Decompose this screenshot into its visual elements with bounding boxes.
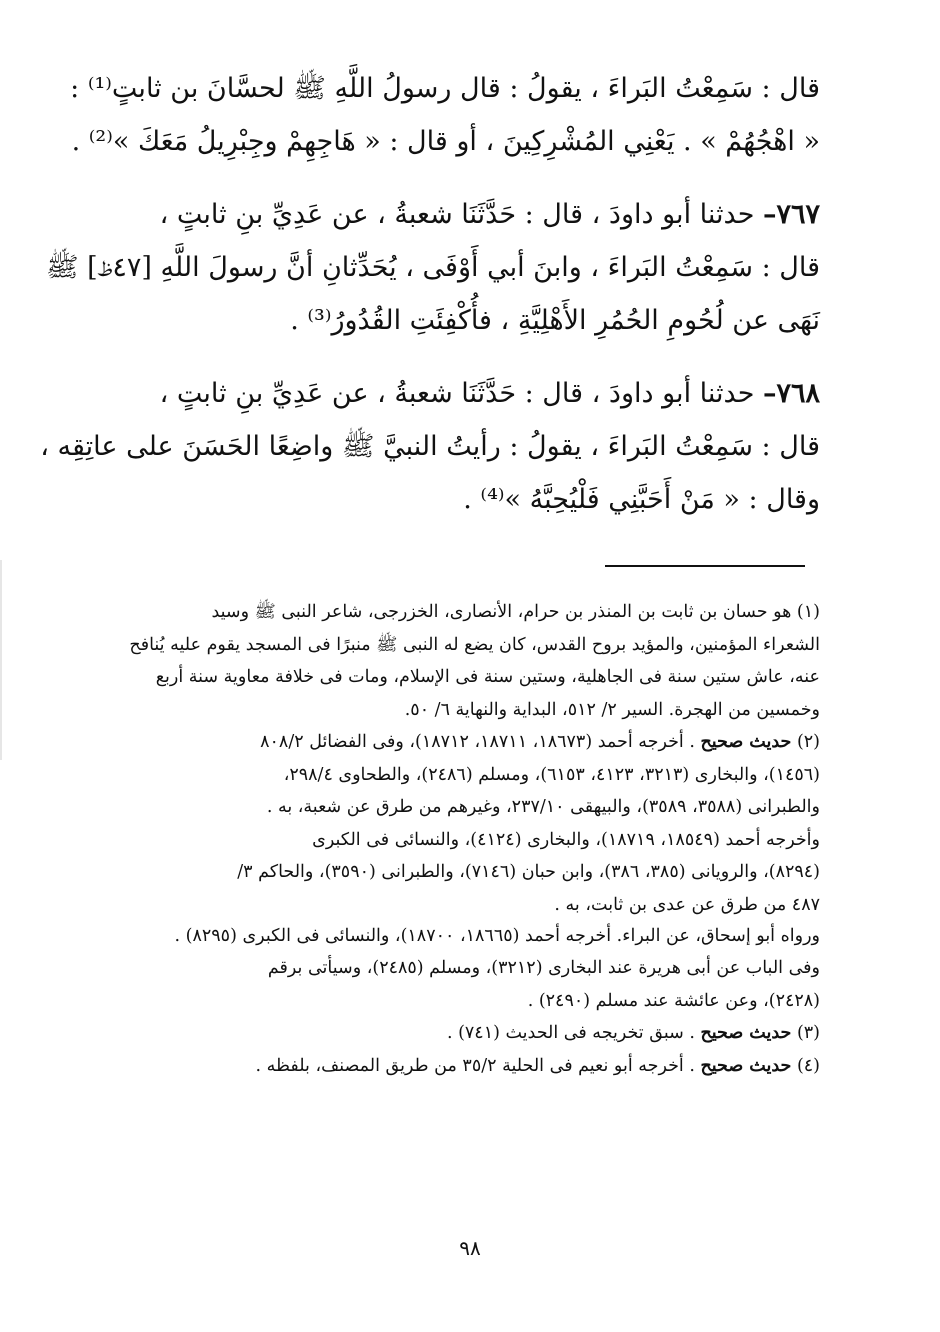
footnote-2-line: (٢٤٢٨)، وعن عائشة عند مسلم (٢٤٩٠) . — [527, 990, 820, 1011]
footnote-text: . سبق تخريجه فى الحديث (٧٤١) . — [446, 1023, 701, 1043]
footnote-label: (٣) — [791, 1023, 820, 1043]
footnote-2-line: (١٤٥٦)، والبخارى (٣٢١٣، ٤١٢٣، ٦١٥٣)، ومسلم (٢٤٨٦)، والطحاوى ٢٩٨/٤، — [283, 764, 820, 785]
text-line: وقال : « مَنْ أَحَبَّنِي فَلْيُحِبَّهُ »⁽⁴⁾ . — [463, 484, 820, 515]
hadith-number: ٧٦٧– — [762, 199, 820, 230]
footnote-label: (٤) — [791, 1055, 820, 1076]
grading-label: حديث صحيح — [700, 1055, 792, 1076]
text-line: قال : سَمِعْتُ البَراءَ ، يقولُ : قال رسولُ اللَّهِ ﷺ لحسَّانَ بن ثابتٍ⁽¹⁾ : — [70, 73, 820, 104]
footnotes — [98, 596, 820, 1082]
footnote-divider — [605, 565, 805, 567]
hadith-768-heading — [100, 367, 820, 420]
text-line: حدثنا أبو داودَ ، قال : حَدَّثَنَا شعبةُ ، عن عَدِيِّ بنِ ثابتٍ ، — [159, 378, 763, 409]
footnote-1-line: الشعراء المؤمنين، والمؤيد بروح القدس، كان يضع له النبى ﷺ منبرًا فى المسجد يقوم عليه يُنافح — [129, 634, 820, 655]
footnote-2-line: (٨٢٩٤)، والرويانى (٣٨٥، ٣٨٦)، وابن حبان (٧١٤٦)، والطبرانى (٣٥٩٠)، والحاكم ٣/ — [237, 862, 820, 882]
footnote-1-line: عنه، عاش ستين سنة فى الجاهلية، وستين سنة فى الإسلام، ومات فى خلافة معاوية سنة أربع — [155, 667, 820, 687]
scan-edge — [0, 560, 2, 760]
footnote-2-line: ورواه أبو إسحاق، عن البراء. أخرجه أحمد (١٨٦٦٥، ١٨٧٠٠)، والنسائى فى الكبرى (٨٢٩٥) . — [174, 926, 820, 946]
text-line: « اهْجُهُمْ » . يَعْنِي المُشْرِكِينَ ، أو قال : « هَاجِهِمْ وجِبْرِيلُ مَعَكَ »⁽²⁾ . — [71, 126, 820, 157]
footnote-3 — [98, 1017, 820, 1050]
footnote-label: (٢) — [791, 732, 820, 752]
grading-label: حديث صحيح — [700, 1023, 792, 1043]
text-line: نَهَى عن لُحُومِ الحُمُرِ الأَهْلِيَّةِ ، فأُكْفِئَتِ القُدُورُ⁽³⁾ . — [290, 305, 820, 336]
main-text — [40, 62, 820, 526]
footnote-text: . أخرجه أبو نعيم فى الحلية ٣٥/٢ من طريق المصنف، بلفظه . — [255, 1055, 701, 1076]
footnote-2-first-line — [98, 726, 820, 759]
grading-label: حديث صحيح — [700, 732, 792, 752]
footnote-2-line: وفى الباب عن أبى هريرة عند البخارى (٣٢١٢)، ومسلم (٢٤٨٥)، وسيأتى برقم — [267, 958, 820, 978]
text-line: قال : سَمِعْتُ البَراءَ ، يقولُ : رأيتُ النبيَّ ﷺ واضِعًا الحَسَنَ على عاتِقِه ، — [40, 431, 820, 462]
footnote-2-line: وأخرجه أحمد (١٨٥٤٩، ١٨٧١٩)، والبخارى (٤١٢٤)، والنسائى فى الكبرى — [312, 829, 820, 850]
footnote-2-line: والطبرانى (٣٥٨٨، ٣٥٨٩)، والبيهقى ٢٣٧/١٠، وغيرهم من طرق عن شعبة، به . — [266, 797, 820, 817]
footnote-1-line: (١) هو حسان بن ثابت بن المنذر بن حرام، الأنصارى، الخزرجى، شاعر النبى ﷺ وسيد — [211, 602, 820, 622]
text-line: قال : سَمِعْتُ البَراءَ ، وابنَ أبي أَوْفَى ، يُحَدِّثانِ أنَّ رسولَ اللَّهِ [٤٧ظ] ﷺ — [45, 252, 820, 283]
page-number: ٩٨ — [459, 1236, 481, 1260]
hadith-number: ٧٦٨– — [762, 378, 820, 409]
text-line: حدثنا أبو داودَ ، قال : حَدَّثَنَا شعبةُ ، عن عَدِيِّ بنِ ثابتٍ ، — [159, 199, 763, 230]
footnote-text: . أخرجه أحمد (١٨٦٧٣، ١٨٧١١، ١٨٧١٢)، وفى الفضائل ٨٠٨/٢ — [260, 732, 701, 752]
hadith-767-heading — [100, 188, 820, 241]
footnote-2-line: ٤٨٧ من طرق عن عدى بن ثابت، به . — [554, 894, 820, 915]
footnote-4 — [98, 1050, 820, 1083]
footnote-1-line: وخمسين من الهجرة. السير ٢/ ٥١٢، البداية والنهاية ٦/ ٥٠. — [404, 699, 820, 720]
